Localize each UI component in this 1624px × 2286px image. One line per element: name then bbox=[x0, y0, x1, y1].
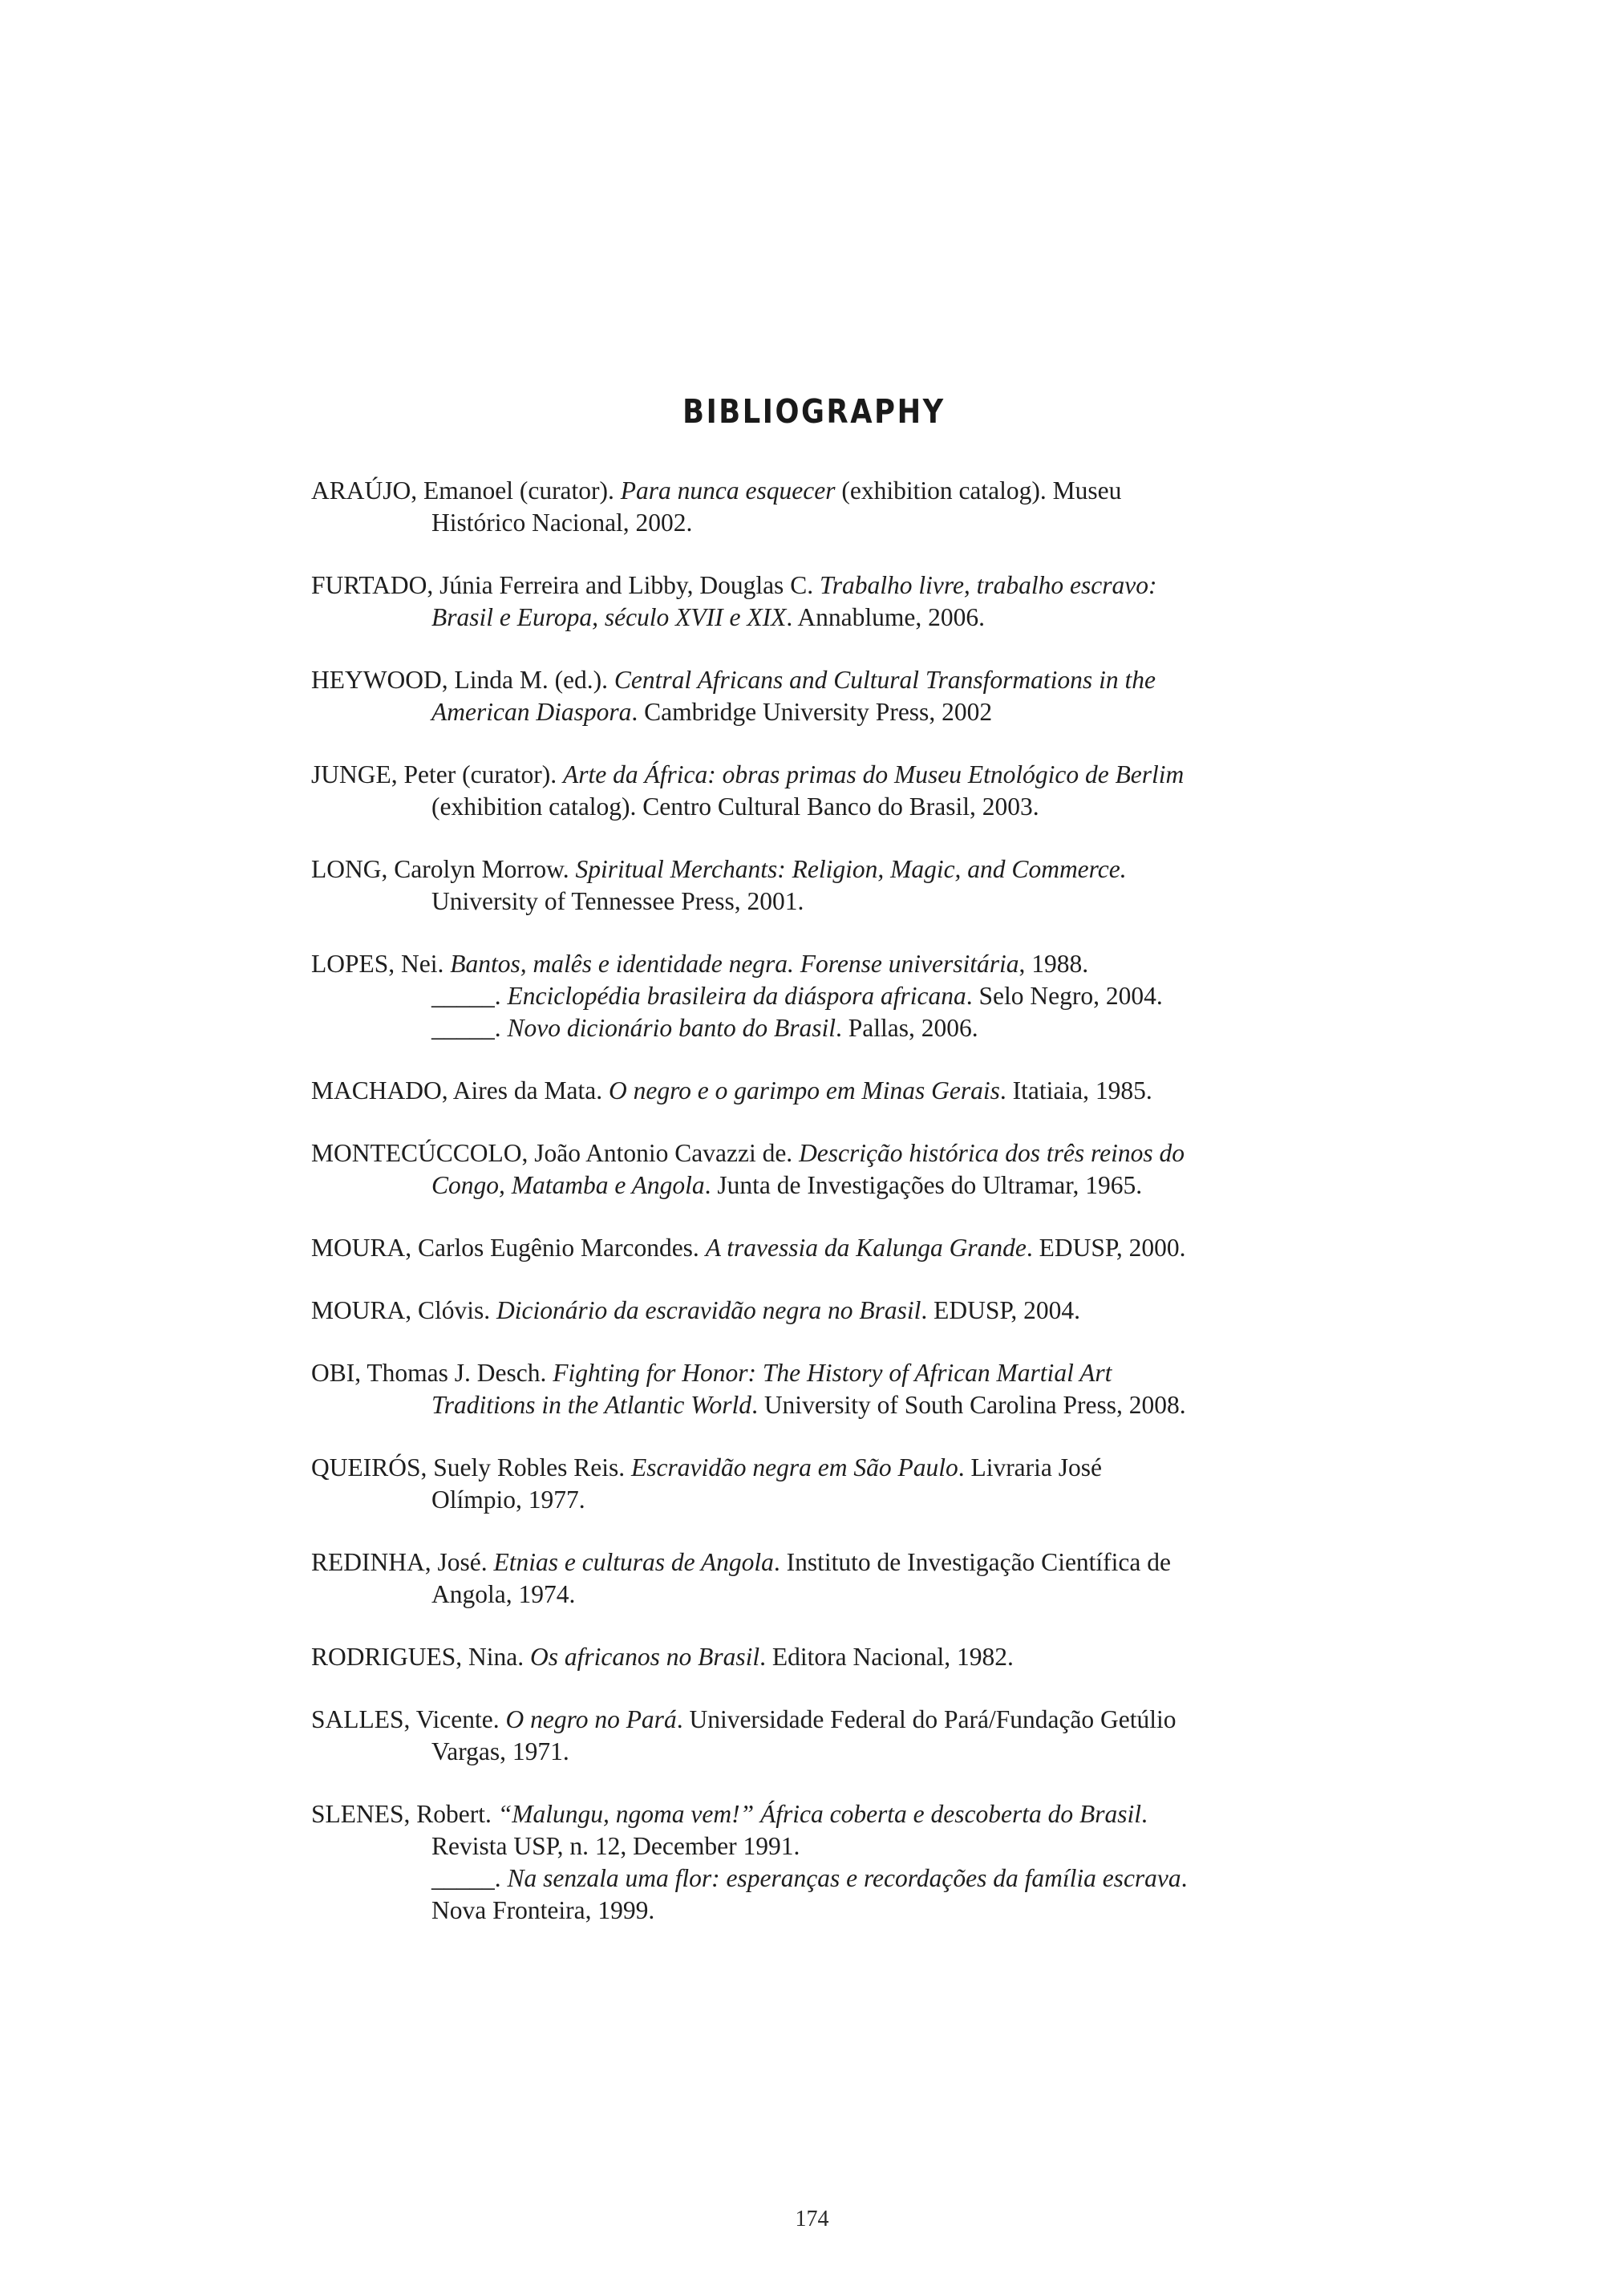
entry-continuation-line bbox=[311, 1862, 1354, 1895]
entry-first-line bbox=[311, 1546, 1354, 1579]
work-title: Bantos, malês e identidade negra. Forense universitária bbox=[450, 950, 1019, 978]
bibliography-entry bbox=[311, 759, 1354, 823]
citation-text: . Pallas, 2006. bbox=[836, 1014, 978, 1042]
citation-text: . Junta de Investigações do Ultramar, 1965. bbox=[704, 1171, 1143, 1199]
bibliography-entry bbox=[311, 1075, 1354, 1107]
citation-text: LOPES, Nei. bbox=[311, 950, 451, 978]
bibliography-entry bbox=[311, 1704, 1354, 1768]
citation-text: FURTADO, Júnia Ferreira and Libby, Douglas C. bbox=[311, 571, 820, 599]
entry-continuation-line bbox=[311, 602, 1354, 634]
citation-text: REDINHA, José. bbox=[311, 1548, 494, 1576]
citation-text: LONG, Carolyn Morrow. bbox=[311, 855, 576, 883]
citation-text: . Selo Negro, 2004. bbox=[966, 982, 1163, 1010]
work-title: Spiritual Merchants: Religion, Magic, and Commerce. bbox=[575, 855, 1127, 883]
work-title: “Malungu, ngoma vem!” África coberta e descoberta do Brasil bbox=[497, 1800, 1142, 1828]
entry-first-line bbox=[311, 1137, 1354, 1169]
entry-continuation-line bbox=[311, 1169, 1354, 1202]
entry-continuation-line bbox=[311, 1895, 1354, 1927]
bibliography-entry bbox=[311, 475, 1354, 539]
page-title: BIBLIOGRAPHY bbox=[682, 392, 946, 432]
citation-text: MOURA, Carlos Eugênio Marcondes. bbox=[311, 1234, 706, 1262]
entry-first-line bbox=[311, 1357, 1354, 1389]
citation-text: OBI, Thomas J. Desch. bbox=[311, 1359, 553, 1387]
citation-text: Angola, 1974. bbox=[431, 1580, 576, 1608]
citation-text: RODRIGUES, Nina. bbox=[311, 1643, 530, 1671]
citation-text: Vargas, 1971. bbox=[431, 1737, 569, 1765]
entry-continuation-line bbox=[311, 1389, 1354, 1421]
entry-continuation-line bbox=[311, 696, 1354, 728]
citation-text: . EDUSP, 2004. bbox=[921, 1296, 1081, 1324]
entry-continuation-line bbox=[311, 1736, 1354, 1768]
entry-first-line bbox=[311, 1798, 1354, 1830]
citation-text: (exhibition catalog). Centro Cultural Banco do Brasil, 2003. bbox=[431, 792, 1039, 821]
citation-text: . bbox=[1141, 1800, 1148, 1828]
entry-first-line bbox=[311, 853, 1354, 886]
entry-first-line bbox=[311, 1452, 1354, 1484]
citation-text: Histórico Nacional, 2002. bbox=[431, 509, 693, 537]
bibliography-entry bbox=[311, 1798, 1354, 1927]
citation-text: SALLES, Vicente. bbox=[311, 1705, 506, 1733]
citation-text: , 1988. bbox=[1019, 950, 1089, 978]
citation-text: QUEIRÓS, Suely Robles Reis. bbox=[311, 1453, 632, 1481]
citation-text: _____. bbox=[431, 1864, 508, 1892]
citation-text: Olímpio, 1977. bbox=[431, 1485, 585, 1514]
bibliography-entry bbox=[311, 853, 1354, 918]
bibliography-entry bbox=[311, 664, 1354, 728]
entry-first-line bbox=[311, 1641, 1354, 1673]
bibliography-entry bbox=[311, 569, 1354, 634]
entry-continuation-line bbox=[311, 1012, 1354, 1044]
bibliography-entry bbox=[311, 1357, 1354, 1421]
citation-text: . Itatiaia, 1985. bbox=[999, 1076, 1152, 1104]
work-title: Na senzala uma flor: esperanças e recordações da família escrava bbox=[507, 1864, 1181, 1892]
citation-text: MOURA, Clóvis. bbox=[311, 1296, 497, 1324]
work-title: Dicionário da escravidão negra no Brasil bbox=[496, 1296, 921, 1324]
bibliography-entry bbox=[311, 1295, 1354, 1327]
entry-continuation-line bbox=[311, 791, 1354, 823]
work-title: Enciclopédia brasileira da diáspora africana bbox=[507, 982, 966, 1010]
entry-continuation-line bbox=[311, 980, 1354, 1012]
citation-text: . EDUSP, 2000. bbox=[1026, 1234, 1186, 1262]
citation-text: . Annablume, 2006. bbox=[786, 603, 985, 631]
entry-continuation-line bbox=[311, 1484, 1354, 1516]
work-title: American Diaspora bbox=[431, 698, 632, 726]
entry-first-line bbox=[311, 569, 1354, 602]
bibliography-entry bbox=[311, 1232, 1354, 1264]
citation-text: . Editora Nacional, 1982. bbox=[759, 1643, 1014, 1671]
page-number: 174 bbox=[795, 2207, 829, 2231]
entry-first-line bbox=[311, 1704, 1354, 1736]
citation-text: MONTECÚCCOLO, João Antonio Cavazzi de. bbox=[311, 1139, 800, 1167]
work-title: Descrição histórica dos três reinos do bbox=[799, 1139, 1185, 1167]
citation-text: . Universidade Federal do Pará/Fundação Getúlio bbox=[676, 1705, 1176, 1733]
work-title: A travessia da Kalunga Grande bbox=[705, 1234, 1027, 1262]
citation-text: . bbox=[1181, 1864, 1188, 1892]
citation-text: SLENES, Robert. bbox=[311, 1800, 498, 1828]
bibliography-entry bbox=[311, 1137, 1354, 1202]
citation-text: . Instituto de Investigação Científica de bbox=[773, 1548, 1171, 1576]
entry-continuation-line bbox=[311, 507, 1354, 539]
citation-text: . Cambridge University Press, 2002 bbox=[631, 698, 993, 726]
entry-first-line bbox=[311, 948, 1354, 980]
citation-text: . Livraria José bbox=[958, 1453, 1103, 1481]
citation-text: Nova Fronteira, 1999. bbox=[431, 1896, 655, 1924]
bibliography-list bbox=[311, 475, 1354, 1957]
work-title: Fighting for Honor: The History of African Martial Art bbox=[553, 1359, 1112, 1387]
entry-first-line bbox=[311, 1295, 1354, 1327]
citation-text: _____. bbox=[431, 982, 508, 1010]
work-title: Arte da África: obras primas do Museu Etnológico de Berlim bbox=[563, 760, 1185, 788]
citation-text: University of Tennessee Press, 2001. bbox=[431, 887, 804, 915]
citation-text: _____. bbox=[431, 1014, 508, 1042]
work-title: Os africanos no Brasil bbox=[530, 1643, 760, 1671]
citation-text: ARAÚJO, Emanoel (curator). bbox=[311, 476, 621, 505]
entry-continuation-line bbox=[311, 1579, 1354, 1611]
entry-first-line bbox=[311, 475, 1354, 507]
entry-first-line bbox=[311, 759, 1354, 791]
citation-text: (exhibition catalog). Museu bbox=[835, 476, 1122, 505]
work-title: Escravidão negra em São Paulo bbox=[631, 1453, 958, 1481]
bibliography-entry bbox=[311, 1641, 1354, 1673]
work-title: Novo dicionário banto do Brasil bbox=[507, 1014, 836, 1042]
citation-text: Revista USP, n. 12, December 1991. bbox=[431, 1832, 800, 1860]
work-title: O negro no Pará bbox=[505, 1705, 677, 1733]
entry-continuation-line bbox=[311, 1830, 1354, 1862]
entry-continuation-line bbox=[311, 886, 1354, 918]
work-title: Central Africans and Cultural Transformations in the bbox=[614, 666, 1156, 694]
bibliography-entry bbox=[311, 948, 1354, 1044]
work-title: Trabalho livre, trabalho escravo: bbox=[819, 571, 1157, 599]
work-title: Brasil e Europa, século XVII e XIX bbox=[431, 603, 787, 631]
citation-text: JUNGE, Peter (curator). bbox=[311, 760, 564, 788]
entry-first-line bbox=[311, 664, 1354, 696]
citation-text: MACHADO, Aires da Mata. bbox=[311, 1076, 609, 1104]
bibliography-entry bbox=[311, 1452, 1354, 1516]
work-title: O negro e o garimpo em Minas Gerais bbox=[608, 1076, 1000, 1104]
work-title: Etnias e culturas de Angola bbox=[493, 1548, 774, 1576]
citation-text: HEYWOOD, Linda M. (ed.). bbox=[311, 666, 614, 694]
work-title: Para nunca esquecer bbox=[620, 476, 836, 505]
entry-first-line bbox=[311, 1232, 1354, 1264]
work-title: Traditions in the Atlantic World bbox=[431, 1391, 752, 1419]
work-title: Congo, Matamba e Angola bbox=[431, 1171, 705, 1199]
citation-text: . University of South Carolina Press, 2008. bbox=[751, 1391, 1186, 1419]
bibliography-entry bbox=[311, 1546, 1354, 1611]
entry-first-line bbox=[311, 1075, 1354, 1107]
